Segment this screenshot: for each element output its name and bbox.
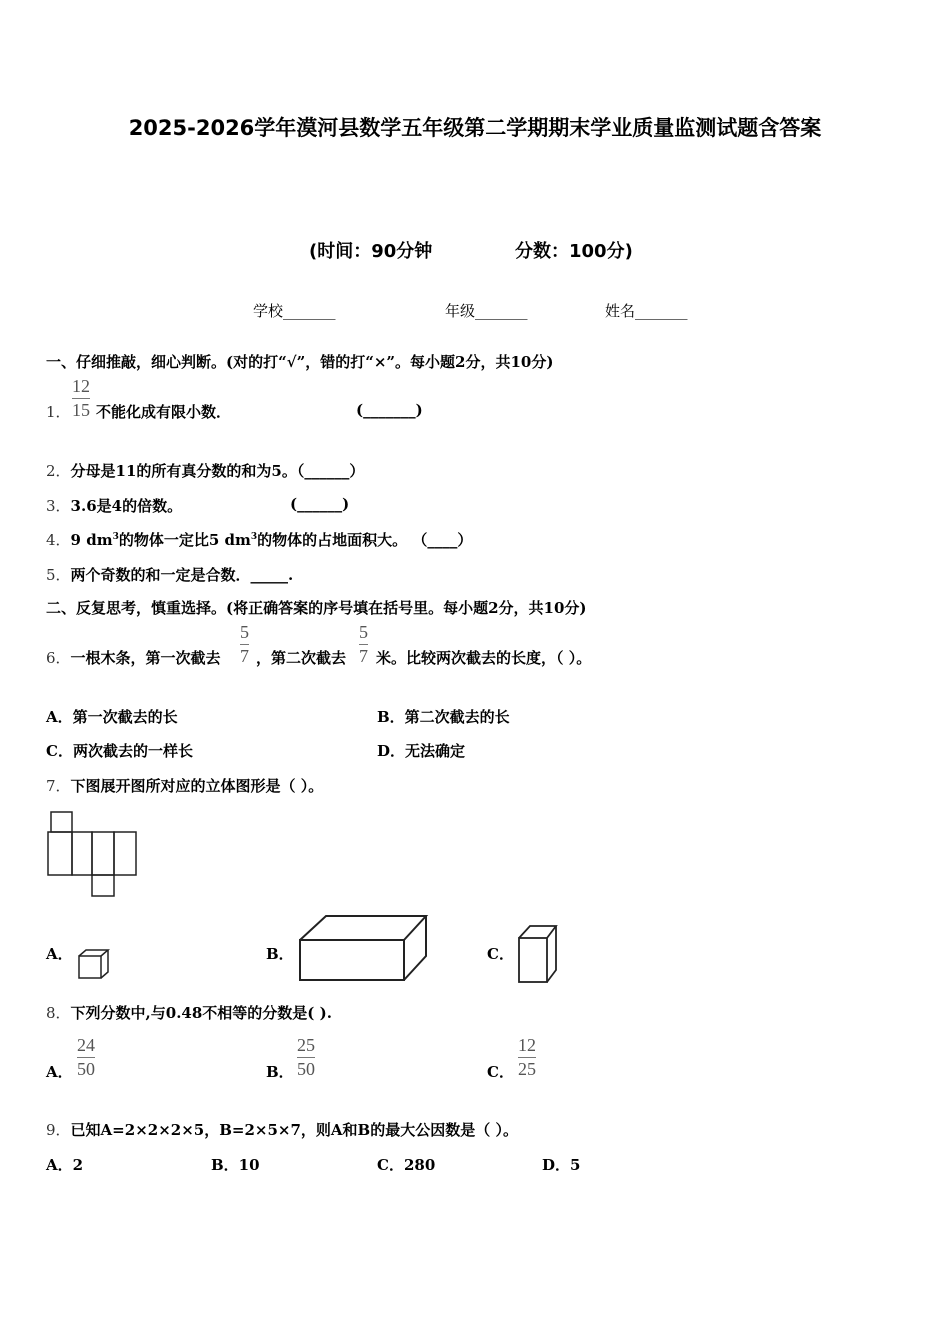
fraction-numerator: 5 (359, 622, 368, 642)
question-1-blank: (_______) (356, 401, 423, 419)
fraction-denominator: 15 (72, 400, 90, 420)
question-text: 两个奇数的和一定是合数．_____. (70, 566, 294, 584)
fraction-numerator: 12 (518, 1035, 536, 1055)
q9-option-c: C．280 (377, 1156, 436, 1174)
option-a: A．第一次截去的长 (46, 708, 178, 726)
q9-option-b: B．10 (211, 1156, 260, 1174)
fraction-bar (518, 1057, 536, 1058)
superscript: 3 (250, 532, 258, 542)
question-text: 下列分数中,与0.48不相等的分数是( ). (70, 1004, 332, 1022)
question-8 (46, 1002, 332, 1023)
option-d: D．无法确定 (377, 742, 466, 760)
fraction-denominator: 7 (359, 646, 368, 666)
fraction-denominator: 25 (518, 1059, 536, 1079)
flat-box-icon (296, 912, 432, 984)
question-number: 8． (46, 1004, 71, 1022)
fraction-bar (359, 644, 368, 645)
net-face-1 (48, 832, 72, 875)
tall-box-icon (514, 920, 560, 986)
fraction-denominator: 50 (77, 1059, 95, 1079)
q8-option-b-label: B． (266, 1063, 294, 1081)
question-number: 4． (46, 531, 71, 549)
question-1 (46, 401, 71, 422)
section-2-heading: 二、反复思考，慎重选择。(将正确答案的序号填在括号里。每小题2分，共10分) (46, 599, 587, 617)
school-field: 学校_______ (253, 302, 336, 320)
question-text: 下图展开图所对应的立体图形是（ ）。 (70, 777, 324, 795)
question-9 (46, 1119, 518, 1140)
q8-option-c-label: C． (487, 1063, 514, 1081)
q9-option-a: A．2 (46, 1156, 84, 1174)
question-number: 6． (46, 649, 71, 667)
question-text-a: 9 dm (70, 531, 113, 549)
fraction-bar (240, 644, 249, 645)
fraction-12-15 (72, 376, 90, 420)
q7-option-a-label: A． (46, 945, 73, 963)
exam-time: (时间：90分钟 (309, 241, 433, 262)
question-text-a: 一根木条，第一次截去 (70, 649, 221, 667)
fraction-denominator: 50 (297, 1059, 315, 1079)
net-face-bottom (92, 875, 114, 896)
question-1-text: 不能化成有限小数． (96, 403, 232, 421)
question-4 (46, 529, 472, 550)
net-face-4 (114, 832, 136, 875)
small-cube-icon (76, 947, 112, 983)
q8-option-a-label: A． (46, 1063, 73, 1081)
fraction-bar (72, 398, 90, 399)
question-6-text-c: 米。比较两次截去的长度，（ ）。 (376, 649, 592, 667)
question-6-text-b: ，第二次截去 (256, 649, 347, 667)
question-number: 5． (46, 566, 71, 584)
fraction-denominator: 7 (240, 646, 249, 666)
q9-option-d: D．5 (542, 1156, 581, 1174)
option-b: B．第二次截去的长 (377, 708, 510, 726)
fraction-numerator: 12 (72, 376, 90, 396)
fraction-24-50 (77, 1035, 95, 1079)
fraction-25-50 (297, 1035, 315, 1079)
fraction-5-7-first (240, 622, 249, 666)
fraction-bar (77, 1057, 95, 1058)
question-7 (46, 775, 323, 796)
net-face-3 (92, 832, 114, 875)
question-2 (46, 460, 364, 481)
fraction-5-7-second (359, 622, 368, 666)
option-c: C．两次截去的一样长 (46, 742, 193, 760)
question-text-c: 的物体的占地面积大。 （____） (257, 531, 473, 549)
net-face-top (51, 812, 72, 832)
question-text-b: 的物体一定比5 dm (118, 531, 251, 549)
question-number: 9． (46, 1121, 71, 1139)
question-5 (46, 564, 293, 585)
fraction-12-25 (518, 1035, 536, 1079)
question-text: 分母是11的所有真分数的和为5。（______） (70, 462, 365, 480)
fraction-bar (297, 1057, 315, 1058)
question-text: 已知A=2×2×2×5，B=2×5×7，则A和B的最大公因数是（ ）。 (70, 1121, 518, 1139)
q7-option-b-label: B． (266, 945, 294, 963)
question-6 (46, 647, 221, 668)
exam-score: 分数：100分) (515, 241, 633, 262)
fraction-numerator: 5 (240, 622, 249, 642)
question-text: 3.6是4的倍数。 (70, 497, 183, 515)
question-number: 2． (46, 462, 71, 480)
question-3 (46, 495, 182, 516)
question-number: 3． (46, 497, 71, 515)
question-number: 7． (46, 777, 71, 795)
section-1-heading: 一、仔细推敲，细心判断。(对的打“√”，错的打“×”。每小题2分，共10分) (46, 353, 554, 371)
question-number: 1． (46, 403, 71, 421)
superscript: 3 (112, 532, 119, 542)
question-3-blank: (______) (290, 495, 350, 513)
net-face-2 (72, 832, 92, 875)
fraction-numerator: 25 (297, 1035, 315, 1055)
name-field: 姓名_______ (605, 302, 688, 320)
fraction-numerator: 24 (77, 1035, 95, 1055)
page-title: 2025-2026学年漠河县数学五年级第二学期期末学业质量监测试题含答案 (128, 116, 822, 140)
q7-option-c-label: C． (487, 945, 514, 963)
grade-field: 年级_______ (445, 302, 528, 320)
cuboid-net-figure (46, 810, 140, 900)
